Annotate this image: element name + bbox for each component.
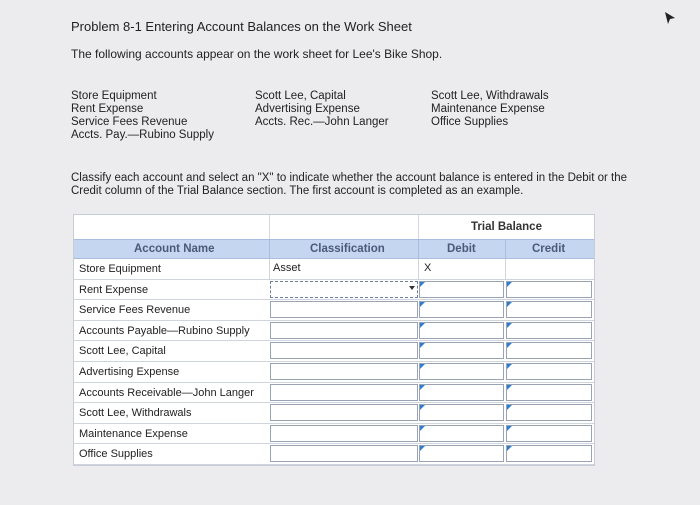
account-name-cell: Accounts Payable—Rubino Supply — [79, 324, 250, 337]
debit-input[interactable] — [419, 342, 504, 359]
classification-dropdown[interactable] — [270, 342, 418, 359]
classification-dropdown[interactable] — [270, 301, 418, 318]
work-sheet-table — [73, 214, 595, 466]
cell-marker-icon — [507, 426, 512, 431]
account-list-item: Rent Expense — [71, 103, 144, 115]
table-row — [74, 321, 594, 342]
table-row — [74, 424, 594, 445]
classification-dropdown[interactable] — [270, 404, 418, 421]
debit-input[interactable] — [419, 322, 504, 339]
classification-dropdown[interactable] — [270, 281, 418, 298]
classification-header: Classification — [310, 243, 385, 255]
account-list-item: Scott Lee, Withdrawals — [431, 90, 549, 102]
debit-input[interactable] — [419, 281, 504, 298]
cell-marker-icon — [507, 323, 512, 328]
debit-value: X — [424, 262, 432, 274]
account-list-column-1 — [71, 90, 214, 142]
classification-dropdown[interactable] — [270, 322, 418, 339]
cell-marker-icon — [507, 446, 512, 451]
cell-marker-icon — [420, 282, 425, 287]
account-list-item: Service Fees Revenue — [71, 116, 188, 128]
cell-marker-icon — [420, 343, 425, 348]
account-name-cell: Scott Lee, Withdrawals — [79, 407, 192, 420]
account-name-cell: Service Fees Revenue — [79, 304, 191, 317]
classification-value: Asset — [273, 262, 301, 274]
credit-input[interactable] — [506, 363, 592, 380]
debit-header: Debit — [447, 243, 476, 255]
cell-marker-icon — [507, 282, 512, 287]
account-list-item: Scott Lee, Capital — [255, 90, 346, 102]
table-column-header — [74, 239, 594, 259]
classification-cell — [270, 260, 418, 277]
cell-marker-icon — [420, 426, 425, 431]
account-list-item: Maintenance Expense — [431, 103, 545, 115]
table-row — [74, 403, 594, 424]
account-name-header: Account Name — [134, 243, 215, 255]
account-list-column-3 — [431, 90, 549, 129]
debit-input[interactable] — [419, 301, 504, 318]
table-row — [74, 300, 594, 321]
credit-input[interactable] — [506, 322, 592, 339]
cell-marker-icon — [507, 302, 512, 307]
debit-input[interactable] — [419, 404, 504, 421]
credit-input[interactable] — [506, 281, 592, 298]
account-list-column-2 — [255, 90, 389, 129]
account-name-cell: Maintenance Expense — [79, 427, 188, 440]
classification-dropdown[interactable] — [270, 425, 418, 442]
classification-dropdown[interactable] — [270, 363, 418, 380]
trial-balance-header: Trial Balance — [471, 221, 542, 233]
problem-subtitle: The following accounts appear on the work sheet for Lee's Bike Shop. — [71, 47, 443, 61]
debit-input[interactable] — [419, 445, 504, 462]
classification-dropdown[interactable] — [270, 445, 418, 462]
debit-input[interactable] — [419, 384, 504, 401]
cell-marker-icon — [420, 364, 425, 369]
account-list-item: Advertising Expense — [255, 103, 360, 115]
problem-title: Problem 8-1 Entering Account Balances on the Work Sheet — [71, 19, 412, 34]
instructions: Classify each account and select an "X" to indicate whether the account balance is entered in the Debit or the Credit column of the Trial Balance section. The first account is completed as an example. — [71, 172, 628, 197]
cell-marker-icon — [507, 385, 512, 390]
account-list-item: Accts. Rec.—John Langer — [255, 116, 389, 128]
credit-input[interactable] — [506, 445, 592, 462]
credit-input[interactable] — [506, 342, 592, 359]
cell-marker-icon — [420, 446, 425, 451]
table-row — [74, 259, 594, 280]
cell-marker-icon — [507, 343, 512, 348]
cell-marker-icon — [507, 405, 512, 410]
account-list-item: Store Equipment — [71, 90, 157, 102]
account-list-item: Office Supplies — [431, 116, 509, 128]
debit-input[interactable] — [419, 425, 504, 442]
table-row — [74, 280, 594, 301]
account-name-cell: Rent Expense — [79, 283, 149, 296]
classification-dropdown[interactable] — [270, 384, 418, 401]
account-name-cell: Store Equipment — [79, 263, 161, 275]
cell-marker-icon — [420, 323, 425, 328]
cell-marker-icon — [420, 405, 425, 410]
chevron-down-icon[interactable] — [409, 286, 415, 290]
credit-input[interactable] — [506, 404, 592, 421]
account-list-item: Accts. Pay.—Rubino Supply — [71, 129, 214, 141]
table-row — [74, 383, 594, 404]
account-name-cell: Office Supplies — [79, 448, 153, 461]
debit-input[interactable] — [419, 363, 504, 380]
table-row — [74, 444, 594, 465]
credit-input[interactable] — [506, 384, 592, 401]
account-name-cell: Scott Lee, Capital — [79, 345, 166, 358]
credit-header: Credit — [532, 243, 566, 255]
cell-marker-icon — [507, 364, 512, 369]
mouse-cursor-icon — [664, 11, 676, 25]
table-row — [74, 341, 594, 362]
account-name-cell: Advertising Expense — [79, 365, 180, 378]
cell-marker-icon — [420, 385, 425, 390]
table-group-header — [74, 215, 594, 239]
credit-input[interactable] — [506, 425, 592, 442]
table-row — [74, 362, 594, 383]
table-body — [74, 259, 594, 465]
credit-input[interactable] — [506, 301, 592, 318]
cell-marker-icon — [420, 302, 425, 307]
account-name-cell: Accounts Receivable—John Langer — [79, 386, 254, 399]
